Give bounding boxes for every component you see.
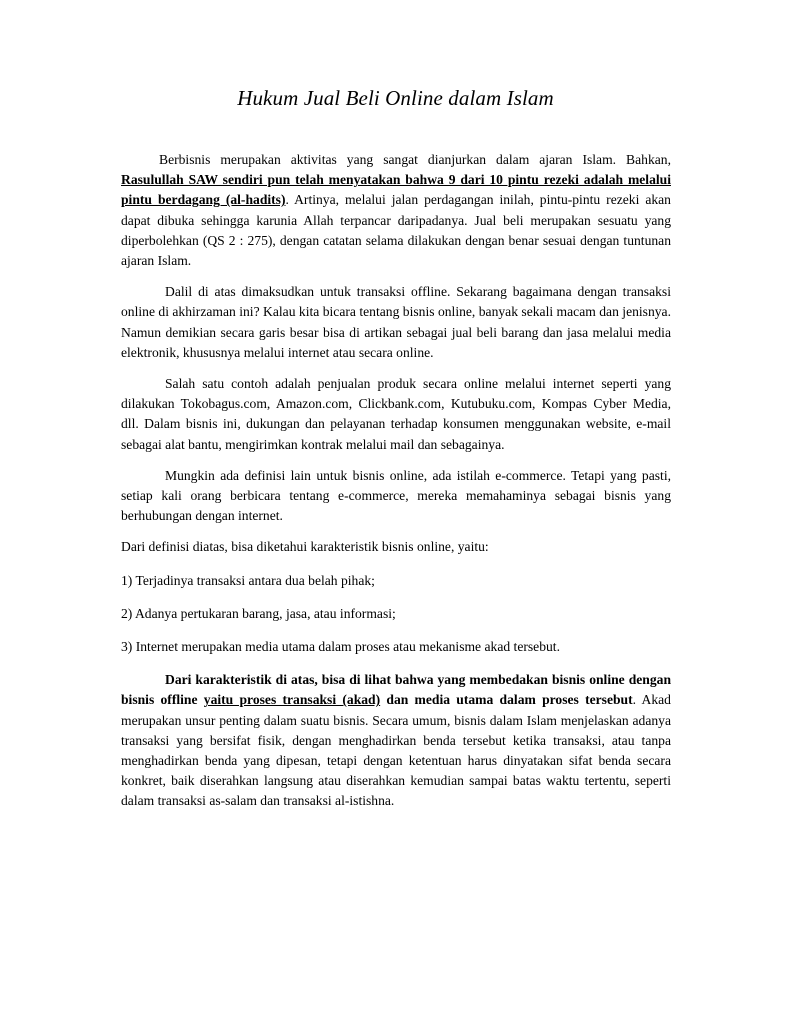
- document-body: [121, 150, 671, 823]
- paragraph-1-intro: Berbisnis merupakan aktivitas yang sangat dianjurkan dalam ajaran Islam. Bahkan,: [159, 152, 671, 167]
- document-title: Hukum Jual Beli Online dalam Islam: [237, 86, 554, 110]
- paragraph-1-rest: . Artinya, melalui jalan perdagangan inilah, pintu-pintu rezeki akan dapat dibuka sehingga karunia Allah terpancar daripadanya. Jual beli merupakan sesuatu yang diperbolehkan (QS 2 : 275), dengan catatan selama dilakukan dengan benar sesuai dengan tuntunan ajaran Islam.: [121, 192, 671, 269]
- paragraph-6-bold-end: dan media utama dalam proses tersebut: [380, 692, 633, 708]
- list-item: 3) Internet merupakan media utama dalam proses atau mekanisme akad tersebut.: [121, 639, 560, 655]
- paragraph-4: Mungkin ada definisi lain untuk bisnis online, ada istilah e-commerce. Tetapi yang pasti, setiap kali orang berbicara tentang e-commerce, mereka memahaminya sebagai bisnis yang berhubungan dengan internet.: [121, 467, 671, 524]
- paragraph-6: [121, 670, 671, 811]
- list-item: 2) Adanya pertukaran barang, jasa, atau informasi;: [121, 605, 396, 621]
- hadith-quote: Rasulullah SAW sendiri pun telah menyatakan bahwa 9 dari 10 pintu rezeki adalah melalui pintu berdagang (al-hadits): [121, 172, 671, 208]
- paragraph-6-bold-intro: Dari karakteristik di atas, bisa di lihat bahwa yang membedakan bisnis online dengan bisnis offline: [121, 672, 671, 708]
- paragraph-2: Dalil di atas dimaksudkan untuk transaksi offline. Sekarang bagaimana dengan transaksi online di akhirzaman ini? Kalau kita bicara tentang bisnis online, banyak sekali macam dan jenisnya. Namun demikian secara garis besar bisa di artikan sebagai jual beli barang dan jasa melalui media elektronik, khususnya melalui internet atau secara online.: [121, 284, 671, 360]
- paragraph-6-underlined: yaitu proses transaksi (akad): [203, 692, 381, 708]
- paragraph-6-rest: . Akad merupakan unsur penting dalam suatu bisnis. Secara umum, bisnis dalam Islam menjelaskan adanya transaksi yang bersifat fisik, dengan menghadirkan benda tersebut ketika transaksi, atau tanpa menghadirkan benda yang dipesan, tetapi dengan ketentuan harus dinyatakan sifat benda secara konkret, baik diserahkan langsung atau diserahkan kemudian sampai batas waktu tertentu, seperti dalam transaksi as-salam dan transaksi al-istishna.: [121, 692, 671, 809]
- paragraph-5: Dari definisi diatas, bisa diketahui karakteristik bisnis online, yaitu:: [121, 539, 489, 555]
- list-item: 1) Terjadinya transaksi antara dua belah pihak;: [121, 572, 375, 588]
- paragraph-3: Salah satu contoh adalah penjualan produk secara online melalui internet seperti yang dilakukan Tokobagus.com, Amazon.com, Clickbank.com, Kutubuku.com, Kompas Cyber Media, dll. Dalam bisnis ini, dukungan dan pelayanan terhadap konsumen menggunakan website, e-mail sebagai alat bantu, mengirimkan kontrak melalui mail dan sebagainya.: [121, 376, 671, 452]
- paragraph-1: [121, 150, 671, 271]
